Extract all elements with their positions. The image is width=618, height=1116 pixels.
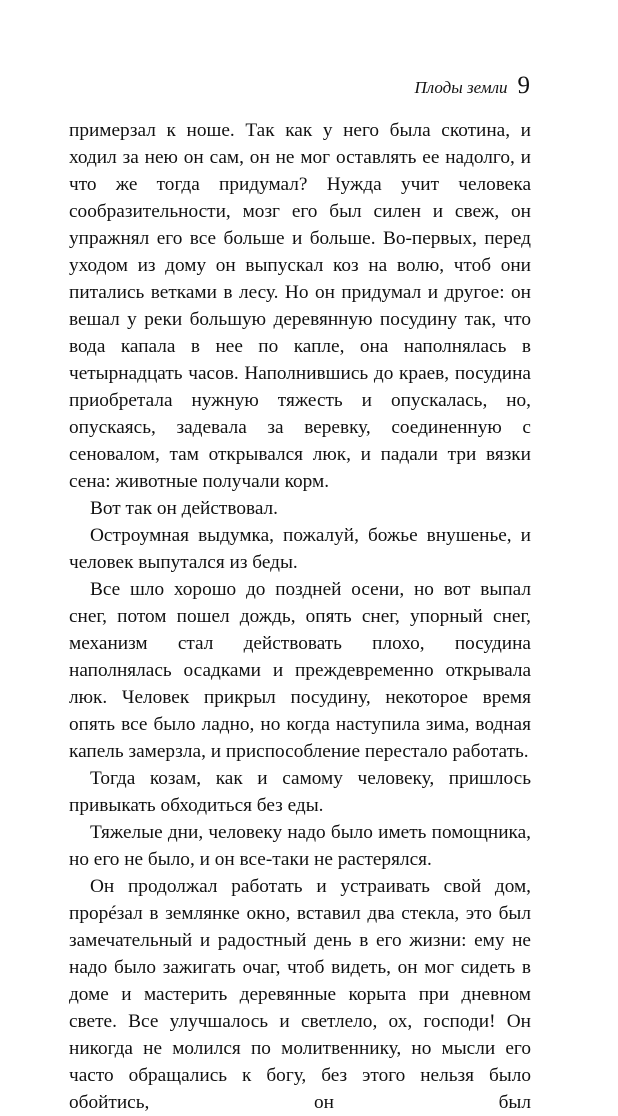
running-title: Плоды земли — [414, 78, 508, 97]
page-number: 9 — [517, 72, 530, 99]
paragraph-1: примерзал к ноше. Так как у него была скотина, и ходил за нею он сам, он не мог оставлять ее надолго, и что же тогда придумал? Нужда учит человека сообразительности, мозг его был силен и свеж, он упражнял его все больше и больше. Во-первых, перед уходом из дому он выпускал коз на волю, чтоб они питались ветками в лесу. Но он придумал и другое: он вешал у реки большую деревянную посудину так, что вода капала в нее по капле, она наполнялась в четырнадцать часов. Наполнившись до краев, посудина приобретала нужную тяжесть и опускалась, но, опускаясь, задевала за веревку, соединенную с сеновалом, там открывался люк, и падали три вязки сена: животные получали корм. — [69, 120, 531, 492]
body-text — [69, 117, 531, 1116]
paragraph-5: Тогда козам, как и самому человеку, пришлось привыкать обходиться без еды. — [69, 768, 531, 816]
paragraph-4: Все шло хорошо до поздней осени, но вот выпал снег, потом пошел дождь, опять снег, упорный снег, механизм стал действовать плохо, посудина наполнялась осадками и преждевременно открывала люк. Человек прикрыл посудину, некоторое время опять все было ладно, но когда наступила зима, водная капель замерзла, и приспособление перестало работать. — [69, 579, 531, 762]
paragraph-2: Вот так он действовал. — [90, 498, 278, 519]
paragraph-7: Он продолжал работать и устраивать свой дом, прорéзал в землянке окно, вставил два стекла, это был замечательный и радостный день в его жизни: ему не надо было зажигать очаг, чтоб видеть, он мог сидеть в доме и мастерить деревянные корыта при дневном свете. Все улучшалось и светлело, ох, господи! Он никогда не молился по молитвеннику, но мысли его часто обращались к богу, без этого нельзя было обойтись, он был — [69, 876, 531, 1113]
paragraph-3: Остроумная выдумка, пожалуй, божье внушенье, и человек выпутался из беды. — [69, 525, 531, 573]
running-head — [414, 72, 530, 100]
paragraph-6: Тяжелые дни, человеку надо было иметь помощника, но его не было, и он все-таки не растерялся. — [69, 822, 531, 870]
